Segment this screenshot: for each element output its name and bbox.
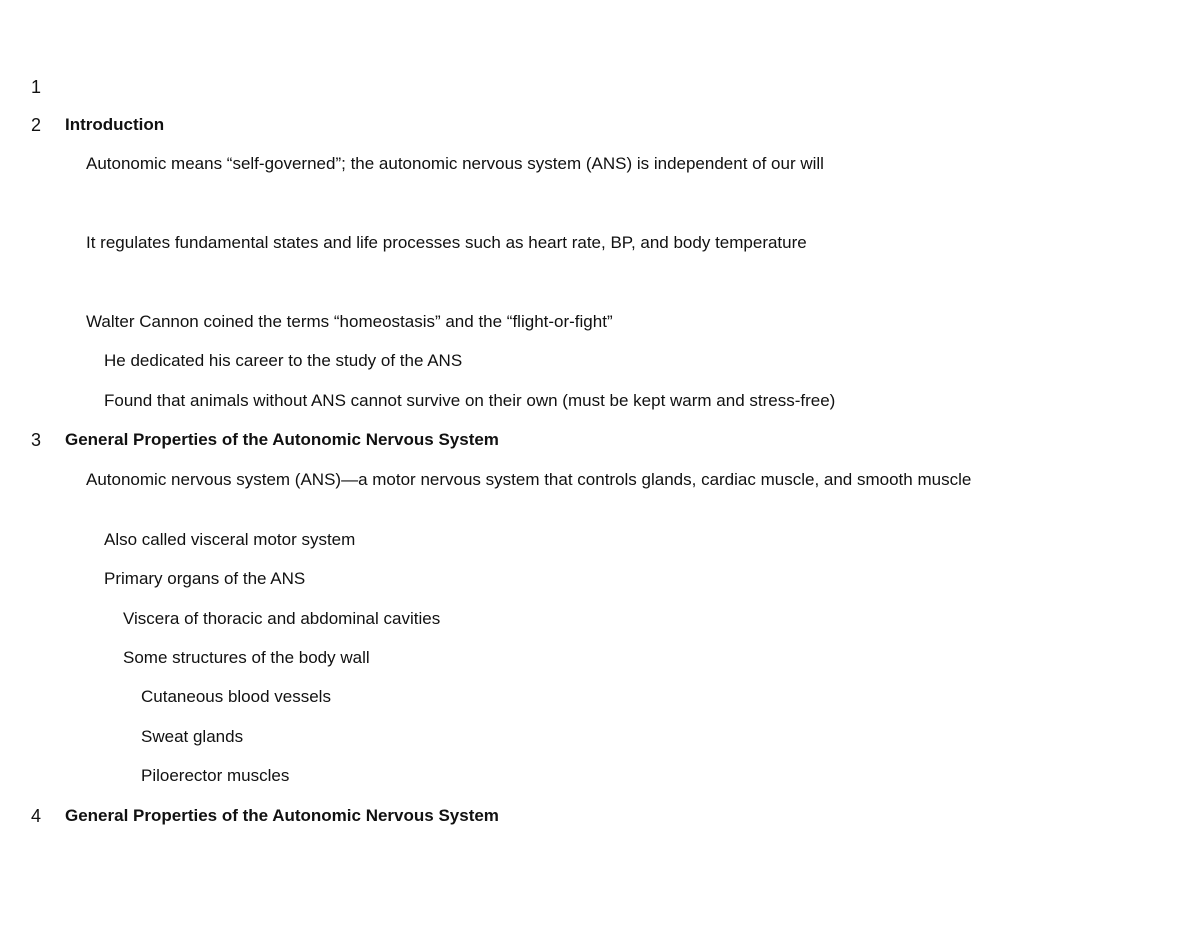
slide-title-introduction: Introduction bbox=[65, 115, 165, 134]
bullet-cannon-career: He dedicated his career to the study of the ANS bbox=[104, 351, 463, 370]
bullet-regulates-states: It regulates fundamental states and life processes such as heart rate, BP, and body temperature bbox=[86, 233, 807, 252]
bullet-body-wall: Some structures of the body wall bbox=[123, 648, 370, 667]
slide-title-general-properties: General Properties of the Autonomic Nervous System bbox=[65, 430, 499, 449]
bullet-piloerector: Piloerector muscles bbox=[141, 766, 290, 785]
slide-number-4: 4 bbox=[31, 806, 42, 826]
bullet-animals-without-ans: Found that animals without ANS cannot survive on their own (must be kept warm and stress-free) bbox=[104, 391, 836, 410]
bullet-viscera: Viscera of thoracic and abdominal cavities bbox=[123, 609, 441, 628]
slide-number-3: 3 bbox=[31, 430, 42, 450]
bullet-cutaneous-vessels: Cutaneous blood vessels bbox=[141, 687, 331, 706]
bullet-autonomic-meaning: Autonomic means “self-governed”; the autonomic nervous system (ANS) is independent of our will bbox=[86, 154, 824, 173]
bullet-sweat-glands: Sweat glands bbox=[141, 727, 244, 746]
bullet-visceral-motor: Also called visceral motor system bbox=[104, 530, 356, 549]
slide-title-general-properties-2: General Properties of the Autonomic Nervous System bbox=[65, 806, 499, 825]
slide-number-1: 1 bbox=[31, 77, 42, 97]
bullet-walter-cannon: Walter Cannon coined the terms “homeostasis” and the “flight-or-fight” bbox=[86, 312, 613, 331]
slide-number-2: 2 bbox=[31, 115, 42, 135]
bullet-ans-definition: Autonomic nervous system (ANS)—a motor nervous system that controls glands, cardiac muscle, and smooth muscle bbox=[86, 470, 972, 489]
bullet-primary-organs: Primary organs of the ANS bbox=[104, 569, 306, 588]
